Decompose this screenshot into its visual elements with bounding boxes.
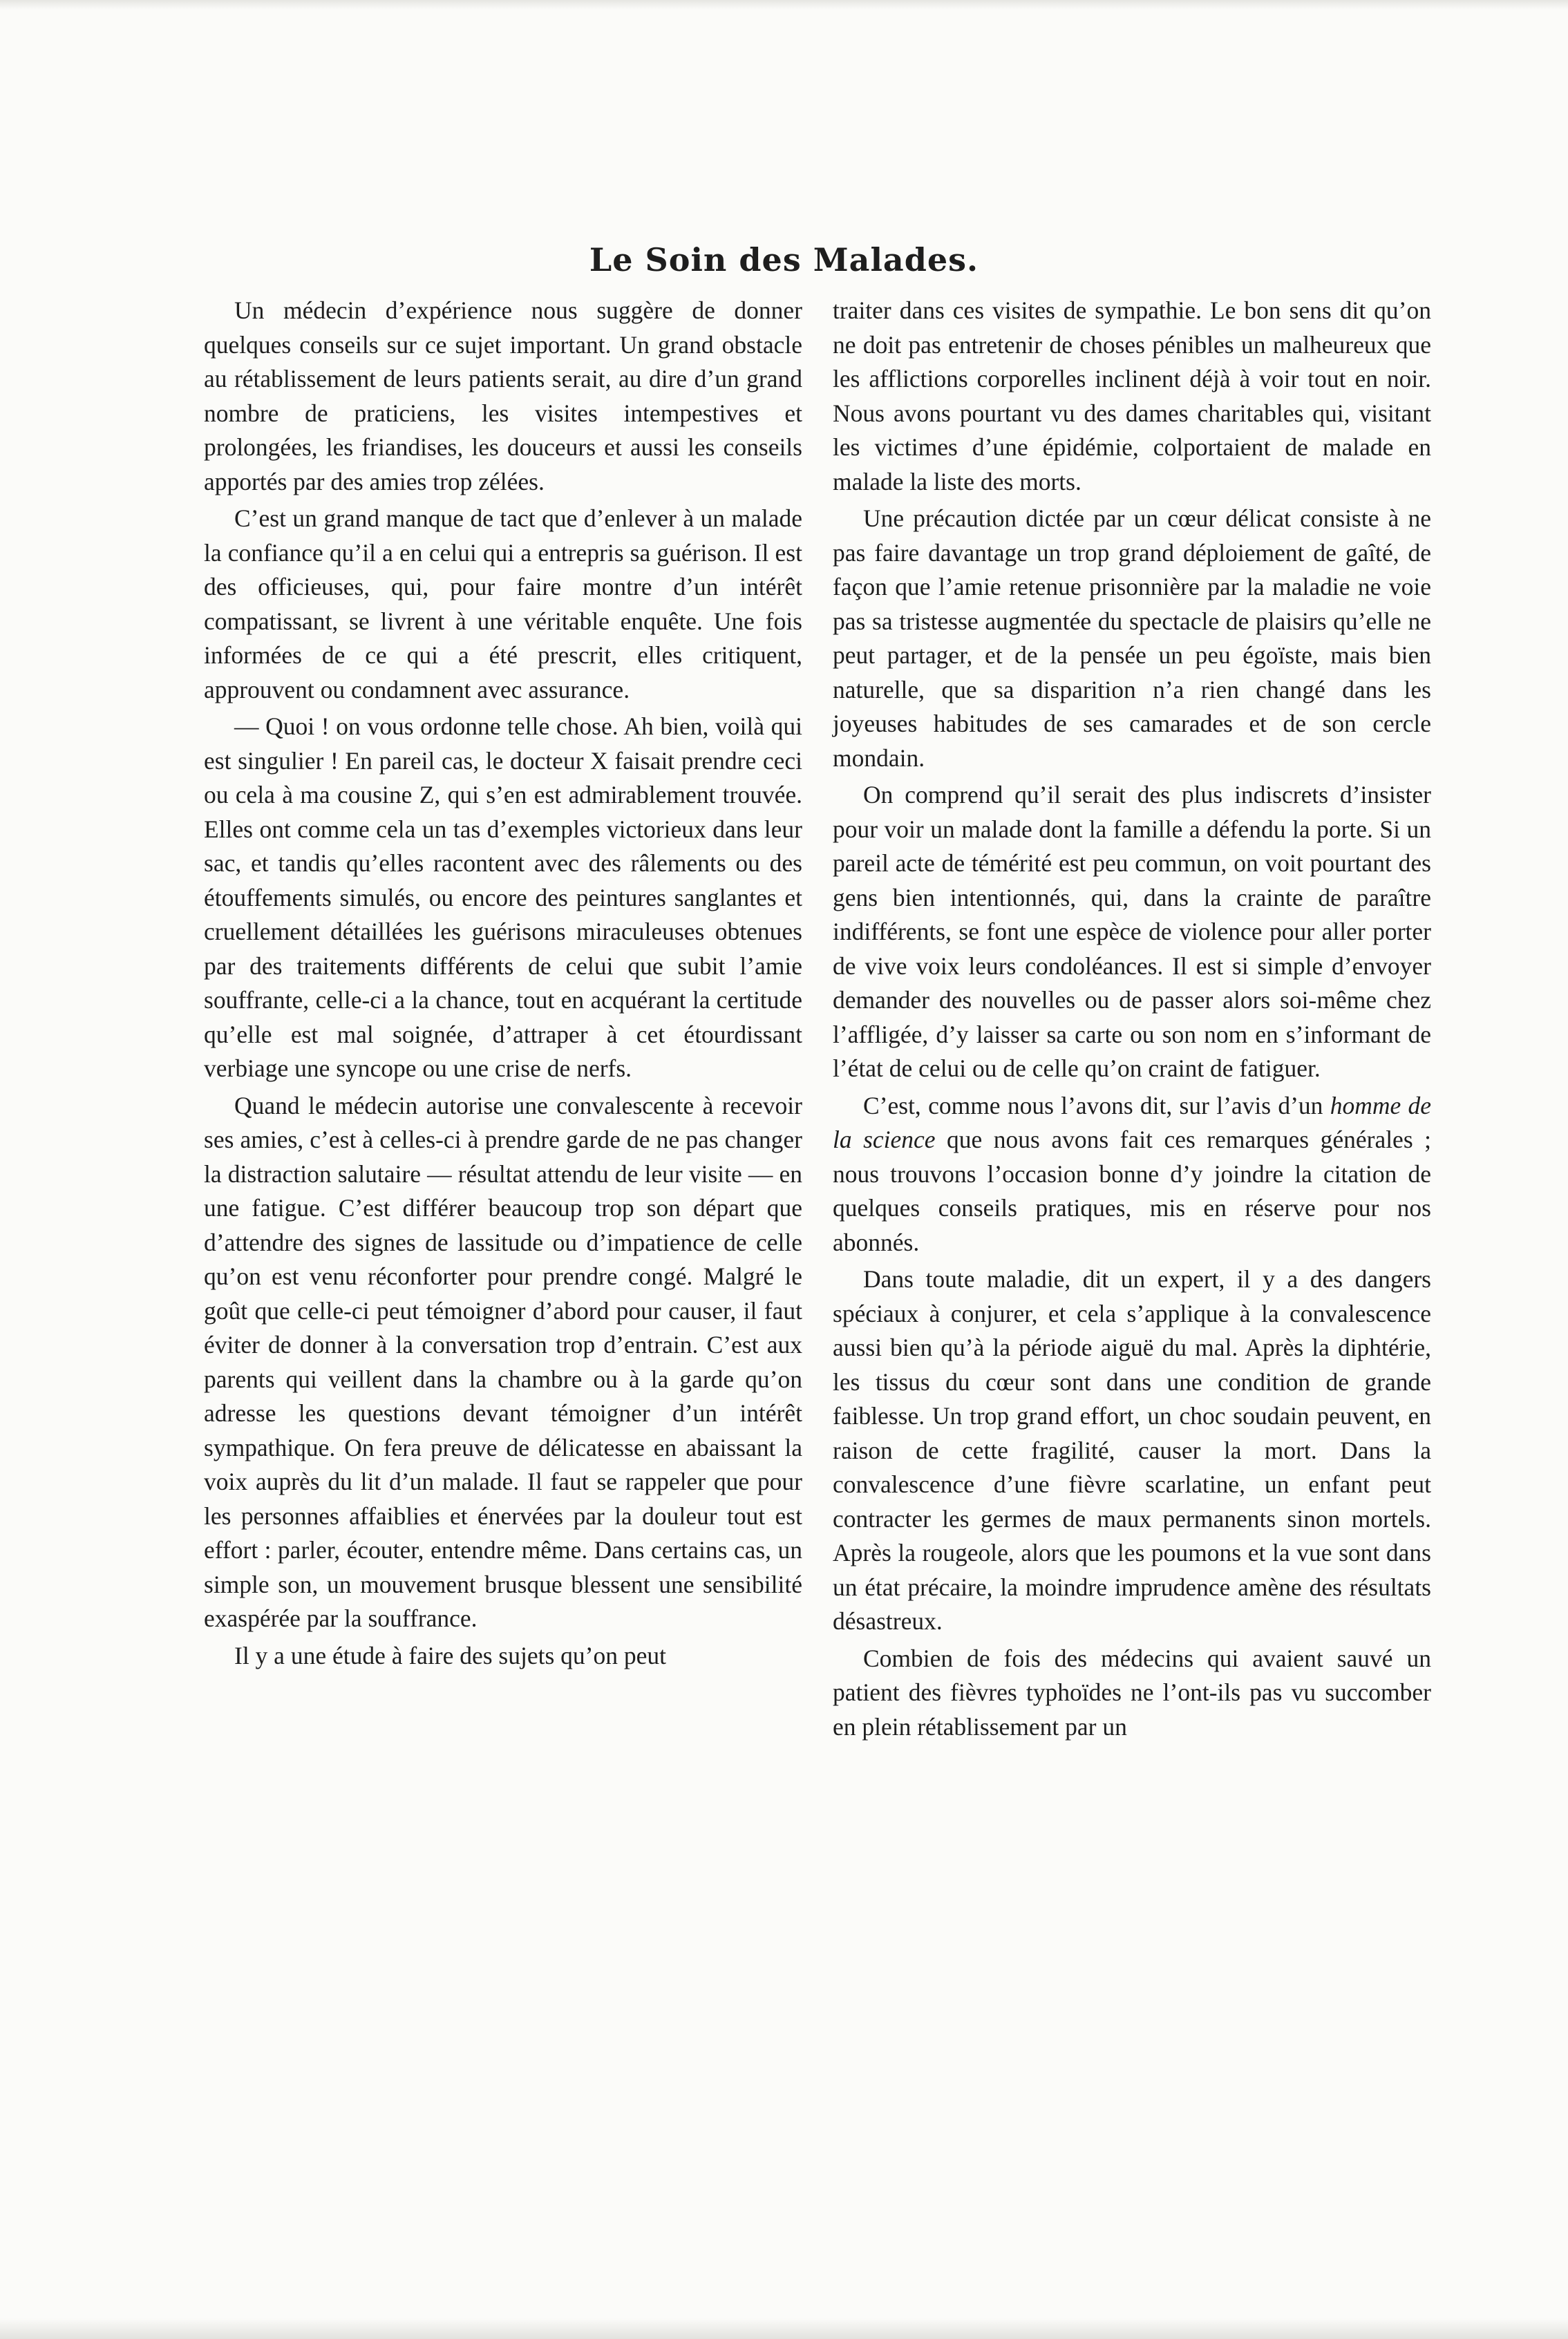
paragraph: Un médecin d’expérience nous suggère de donner quelques conseils sur ce sujet important. Un grand obstacle au rétablissement de leurs patients serait, au dire d’un grand nombre de praticiens, les visites intempestives et prolongées, les friandises, les douceurs et aussi les conseils apportés par des amies trop zélées. [204, 296, 802, 495]
text-run: que nous avons fait ces remarques générales ; nous trouvons l’occasion bonne d’y joindre la citation de quelques conseils pratiques, mis en réserve pour nos abonnés. [833, 1126, 1431, 1256]
paragraph: — Quoi ! on vous ordonne telle chose. Ah bien, voilà qui est singulier ! En pareil cas, le docteur X faisait prendre ceci ou cela à ma cousine Z, qui s’en est admirablement trouvée. Elles ont comme cela un tas d’exemples victorieux dans leur sac, et tandis qu’elles racontent avec des râlements ou des étouffements simulés, ou encore des peintures sanglantes et cruellement détaillées les guérisons miraculeuses obtenues par des traitements différents de celui que subit l’amie souffrante, celle-ci a la chance, tout en acquérant la certitude qu’elle est mal soignée, d’attraper à cet étourdissant verbiage une syncope ou une crise de nerfs. [204, 712, 802, 1082]
paragraph: Une précaution dictée par un cœur délicat consiste à ne pas faire davantage un trop grand déploiement de gaîté, de façon que l’amie retenue prisonnière par la maladie ne voie pas sa tristesse augmentée du spectacle de plaisirs qu’elle ne peut partager, et de la pensée un peu égoïste, mais bien naturelle, que sa disparition n’a rien changé dans les joyeuses habitudes de ses camarades et de son cercle mondain. [833, 504, 1431, 772]
paragraph: On comprend qu’il serait des plus indiscrets d’insister pour voir un malade dont la famille a défendu la porte. Si un pareil acte de témérité est peu commun, on voit pourtant des gens bien intentionnés, qui, dans la crainte de paraître indifférents, se font une espèce de violence pour aller porter de vive voix leurs condoléances. Il est si simple d’envoyer demander des nouvelles ou de passer alors soi-même chez l’affligée, d’y laisser sa carte ou son nom en s’informant de l’état de celui ou de celle qu’on craint de fatiguer. [833, 781, 1431, 1082]
right-column [833, 294, 1431, 1938]
paragraph: Il y a une étude à faire des sujets qu’on peut [234, 1641, 666, 1669]
paragraph: Combien de fois des médecins qui avaient sauvé un patient des fièvres typhoïdes ne l’ont-ils pas vu succomber en plein rétablissement par un [833, 1644, 1431, 1741]
paragraph [833, 1089, 1431, 1260]
paragraph: Quand le médecin autorise une convalescente à recevoir ses amies, c’est à celles-ci à prendre garde de ne pas changer la distraction salutaire — résultat attendu de leur visite — en une fatigue. C’est différer beaucoup trop son départ que d’attendre des signes de lassitude ou d’impatience de celle qu’on est venu réconforter pour prendre congé. Malgré le goût que celle-ci peut témoigner d’abord pour causer, il faut éviter de donner à la conversation trop d’entrain. C’est aux parents qui veillent dans la chambre ou à la garde qu’on adresse les questions devant témoigner d’un intérêt sympathique. On fera preuve de délicatesse en abaissant la voix auprès du lit d’un malade. Il faut se rappeler que pour les personnes affaiblies et énervées par la douleur tout est effort : parler, écouter, entendre même. Dans certains cas, un simple son, un mouvement brusque blessent une sensibilité exaspérée par la souffrance. [204, 1091, 802, 1632]
text-run: C’est, comme nous l’avons dit, sur l’avis d’un [863, 1091, 1330, 1119]
paragraph: C’est un grand manque de tact que d’enlever à un malade la confiance qu’il a en celui qui a entrepris sa guérison. Il est des officieuses, qui, pour faire montre d’un intérêt compatissant, se livrent à une véritable enquête. Une fois informées de ce qui a été prescrit, elles critiquent, approuvent ou condamnent avec assurance. [204, 504, 802, 703]
paragraph: Dans toute maladie, dit un expert, il y a des dangers spéciaux à conjurer, et cela s’applique à la convalescence aussi bien qu’à la période aiguë du mal. Après la diphtérie, les tissus du cœur sont dans une condition de grande faiblesse. Un trop grand effort, un choc soudain peuvent, en raison de cette fragilité, causer la mort. Dans la convalescence d’une fièvre scarlatine, un enfant peut contracter les germes de maux permanents sinon mortels. Après la rougeole, alors que les poumons et la vue sont dans un état précaire, la moindre imprudence amène des résultats désastreux. [833, 1265, 1431, 1635]
page-bottom-edge [0, 2318, 1568, 2339]
page-top-edge [0, 0, 1568, 10]
italic-phrase: homme de la science [833, 1091, 1431, 1153]
article-title: Le Soin des Malades. [589, 240, 979, 278]
paragraph-continued: traiter dans ces visites de sympathie. Le bon sens dit qu’on ne doit pas entretenir de choses pénibles un malheureux que les afflictions corporelles inclinent déjà à voir tout en noir. Nous avons pourtant vu des dames charitables qui, visitant les victimes d’une épidémie, colportaient de malade en malade la liste des morts. [833, 296, 1431, 495]
left-column [204, 294, 802, 1938]
